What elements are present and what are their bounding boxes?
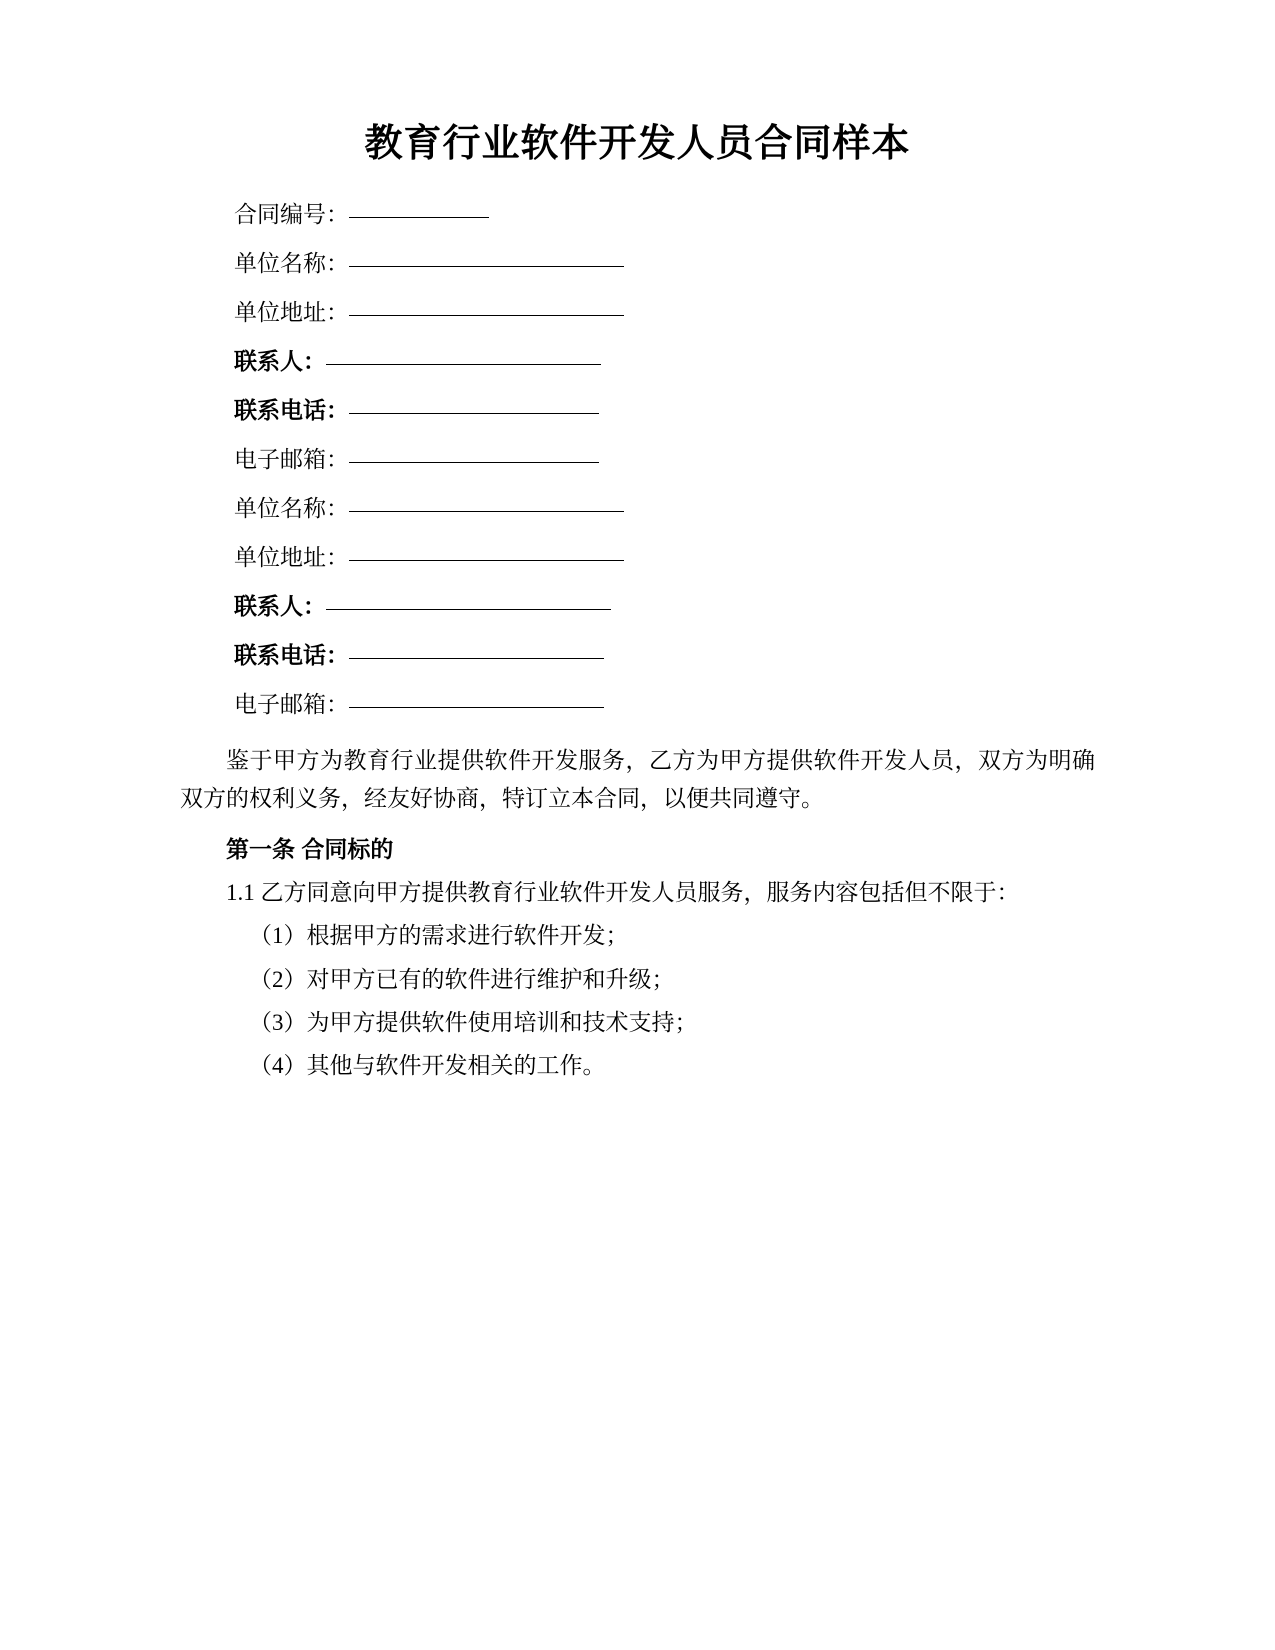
field-blank[interactable] [349, 217, 489, 218]
field-blank[interactable] [349, 413, 599, 414]
clause-1-1: 1.1 乙方同意向甲方提供教育行业软件开发人员服务，服务内容包括但不限于： [226, 880, 1020, 906]
field-row-party-a-phone [180, 399, 1095, 422]
list-item: （1）根据甲方的需求进行软件开发； [249, 923, 629, 949]
field-blank[interactable] [349, 266, 624, 267]
field-blank[interactable] [349, 315, 624, 316]
field-label: 合同编号： [234, 202, 349, 228]
field-row-party-b-address [180, 546, 1095, 569]
field-blank[interactable] [349, 511, 624, 512]
contract-fields-list [180, 203, 1095, 716]
field-blank[interactable] [326, 364, 601, 365]
field-label: 单位名称： [234, 251, 349, 277]
field-row-contract-number [180, 203, 1095, 226]
field-row-party-b-contact [180, 595, 1095, 618]
list-item: （3）为甲方提供软件使用培训和技术支持； [249, 1009, 698, 1035]
field-label: 联系电话： [234, 397, 349, 424]
field-label: 电子邮箱： [234, 692, 349, 718]
field-row-party-a-address [180, 301, 1095, 324]
field-blank[interactable] [349, 658, 604, 659]
field-label: 单位名称： [234, 496, 349, 522]
field-blank[interactable] [349, 707, 604, 708]
field-label: 单位地址： [234, 300, 349, 326]
preamble-paragraph: 鉴于甲方为教育行业提供软件开发服务，乙方为甲方提供软件开发人员，双方为明确双方的权利义务，经友好协商，特订立本合同，以便共同遵守。 [180, 748, 1095, 811]
field-row-party-a-company [180, 252, 1095, 275]
field-row-party-b-email [180, 693, 1095, 716]
field-label: 单位地址： [234, 545, 349, 571]
list-item: （4）其他与软件开发相关的工作。 [249, 1053, 606, 1079]
field-blank[interactable] [349, 560, 624, 561]
field-label: 联系电话： [234, 642, 349, 669]
field-blank[interactable] [349, 462, 599, 463]
field-row-party-a-contact [180, 350, 1095, 373]
field-blank[interactable] [326, 609, 611, 610]
field-row-party-a-email [180, 448, 1095, 471]
field-label: 联系人： [234, 593, 326, 620]
field-label: 电子邮箱： [234, 447, 349, 473]
page-title: 教育行业软件开发人员合同样本 [364, 123, 911, 165]
field-label: 联系人： [234, 348, 326, 375]
field-row-party-b-company [180, 497, 1095, 520]
list-item: （2）对甲方已有的软件进行维护和升级； [249, 966, 675, 992]
field-row-party-b-phone [180, 644, 1095, 667]
section-heading-1: 第一条 合同标的 [226, 835, 394, 862]
